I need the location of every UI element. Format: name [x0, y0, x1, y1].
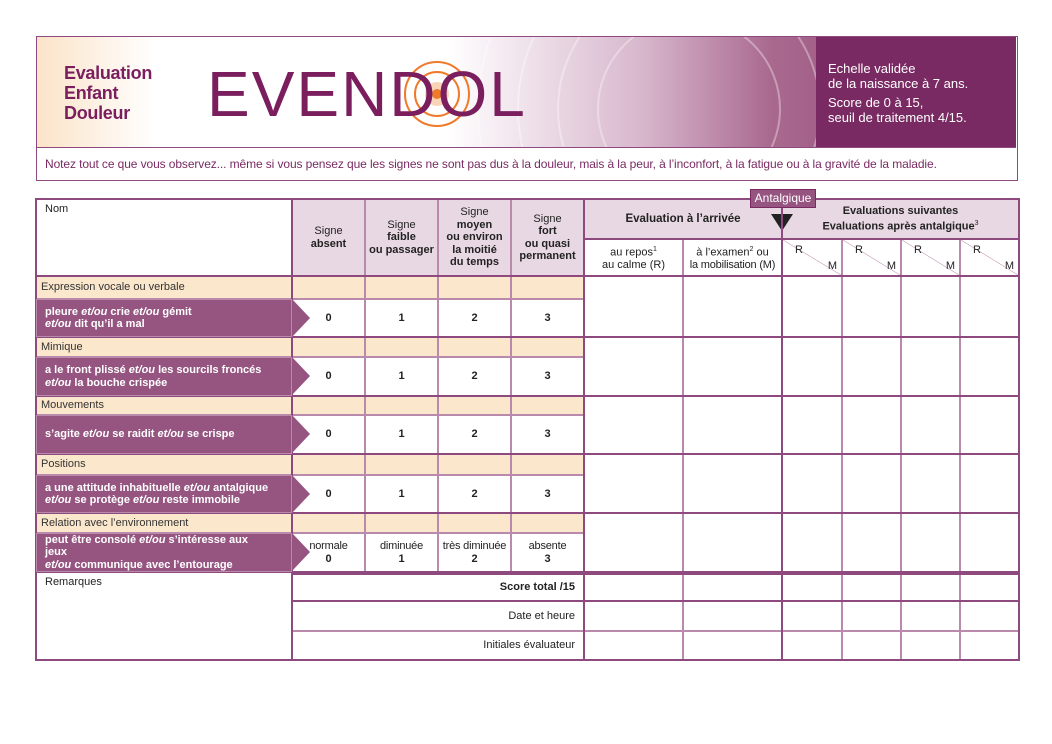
score-value: 3	[544, 311, 551, 324]
rm-subheader	[960, 239, 1019, 276]
score-option[interactable]	[511, 475, 584, 513]
subheader-text: la mobilisation (M)	[689, 258, 776, 271]
item-text-italic: et/ou	[183, 481, 211, 494]
divider	[1018, 198, 1020, 661]
text-line	[471, 312, 477, 325]
rm-subheader	[901, 239, 960, 276]
following-header	[782, 199, 1019, 239]
divider	[583, 198, 585, 661]
evaluation-cell[interactable]	[960, 276, 1019, 337]
score-total-cell[interactable]	[683, 574, 782, 601]
text-line	[398, 553, 404, 566]
date-cell[interactable]	[584, 601, 683, 631]
text-line	[398, 312, 404, 325]
item-text: reste immobile	[159, 494, 241, 506]
score-option[interactable]	[511, 299, 584, 337]
text-line	[822, 218, 978, 233]
category-text: Expression vocale ou verbale	[41, 281, 185, 294]
score-total-cell[interactable]	[842, 574, 901, 601]
text-line	[544, 312, 550, 325]
score-option[interactable]	[438, 357, 511, 396]
text-line	[325, 312, 331, 325]
text-line	[369, 244, 434, 257]
text-line	[843, 205, 959, 218]
score-value: 1	[398, 552, 405, 565]
score-value: 0	[325, 487, 332, 500]
initials-cell[interactable]	[901, 631, 960, 660]
text-line	[45, 318, 145, 331]
evaluation-cell[interactable]	[584, 513, 683, 572]
category-spacer	[292, 513, 365, 533]
divider	[584, 238, 1019, 240]
evaluation-cell[interactable]	[901, 396, 960, 454]
category-label	[36, 337, 292, 357]
item-text-italic: et/ou	[157, 428, 184, 441]
score-option[interactable]	[438, 475, 511, 513]
category-spacer	[511, 454, 584, 475]
text-line	[309, 540, 347, 553]
initials-label	[292, 631, 584, 660]
item-text: a une attitude inhabituelle	[45, 481, 184, 494]
divider	[36, 659, 1019, 661]
r-label: R	[855, 244, 863, 256]
evaluation-cell[interactable]	[782, 396, 842, 454]
score-option[interactable]	[511, 415, 584, 454]
category-label	[36, 276, 292, 299]
text-line	[544, 488, 550, 501]
following-header-line: Evaluations après antalgique	[822, 220, 975, 233]
item-label	[36, 415, 292, 454]
text-line	[602, 259, 665, 272]
score-total-cell[interactable]	[960, 574, 1019, 601]
item-text: communique avec l’entourage	[71, 558, 233, 571]
initials-cell[interactable]	[584, 631, 683, 660]
category-spacer	[438, 337, 511, 357]
date-cell[interactable]	[842, 601, 901, 631]
category-spacer	[511, 276, 584, 299]
score-total-cell[interactable]	[584, 574, 683, 601]
score-header-top: Signe	[460, 206, 489, 219]
text-line	[696, 244, 768, 259]
evaluation-cell[interactable]	[584, 396, 683, 454]
subheader-text: au calme (R)	[602, 258, 665, 271]
evaluation-cell[interactable]	[842, 513, 901, 572]
score-total-label	[292, 574, 584, 601]
evaluation-cell[interactable]	[683, 396, 782, 454]
item-text: dit qu’il a mal	[71, 318, 145, 330]
item-text-italic: et/ou	[128, 364, 156, 376]
score-header-top: Signe	[533, 212, 562, 225]
text-line	[446, 231, 502, 244]
item-text: a le front plissé	[45, 364, 129, 376]
score-option-label: très diminuée	[442, 540, 507, 552]
date-cell[interactable]	[901, 601, 960, 631]
category-spacer	[438, 396, 511, 415]
following-header-line: Evaluations suivantes	[842, 205, 959, 218]
evaluation-cell[interactable]	[842, 454, 901, 513]
category-spacer	[438, 513, 511, 533]
evaluation-cell[interactable]	[683, 276, 782, 337]
score-header-bold: moyen	[456, 218, 493, 231]
score-value: 3	[544, 552, 551, 565]
r-label: R	[914, 244, 922, 256]
score-value: 1	[398, 487, 405, 500]
evaluation-cell[interactable]	[960, 396, 1019, 454]
score-total-cell[interactable]	[782, 574, 842, 601]
evaluation-cell[interactable]	[960, 454, 1019, 513]
score-header	[438, 199, 511, 276]
category-spacer	[292, 454, 365, 475]
arrival-subheader	[683, 239, 782, 276]
score-value: 1	[398, 311, 405, 324]
antalgique-tag: Antalgique	[750, 189, 816, 208]
category-spacer	[438, 454, 511, 475]
category-spacer	[365, 396, 438, 415]
divider	[36, 275, 1019, 277]
subtitle-line: Douleur	[64, 103, 130, 123]
score-header-bold: absent	[310, 237, 347, 250]
item-text: peut être consolé	[45, 533, 140, 546]
score-header-top: Signe	[387, 218, 416, 231]
date-label-text: Date et heure	[508, 609, 575, 622]
item-text-italic: et/ou	[45, 558, 72, 571]
category-spacer	[292, 396, 365, 415]
superscript: 3	[974, 219, 979, 227]
score-header-bold: ou passager	[369, 243, 434, 256]
text-line	[538, 225, 556, 238]
category-text: Relation avec l’environnement	[41, 516, 189, 529]
chevron-right-icon	[292, 357, 310, 395]
evaluation-cell[interactable]	[901, 337, 960, 396]
category-spacer	[365, 337, 438, 357]
category-spacer	[365, 454, 438, 475]
m-label: M	[886, 259, 896, 272]
superscript: 2	[749, 245, 754, 253]
category-text: Mouvements	[41, 399, 104, 412]
score-value: 1	[398, 370, 405, 383]
date-cell[interactable]	[960, 601, 1019, 631]
item-label	[36, 299, 292, 337]
remarks-field[interactable]	[36, 572, 292, 660]
initials-cell[interactable]	[683, 631, 782, 660]
score-header	[511, 199, 584, 276]
m-label: M	[945, 259, 955, 272]
score-value: 2	[471, 552, 478, 565]
score-value: 0	[325, 311, 332, 324]
score-header	[365, 199, 438, 276]
text-line	[471, 370, 477, 383]
text-line	[325, 370, 331, 383]
subtitle-line: Evaluation	[64, 63, 153, 83]
score-value: 3	[544, 487, 551, 500]
chevron-right-icon	[292, 299, 310, 337]
score-option-label: normale	[309, 540, 348, 552]
score-header-bold: la moitié	[452, 243, 497, 256]
category-spacer	[365, 513, 438, 533]
score-value: 0	[325, 428, 332, 441]
category-text: Mimique	[41, 340, 83, 353]
text-line	[690, 259, 775, 272]
score-value: 1	[398, 428, 405, 441]
header-banner	[36, 36, 1018, 181]
initials-cell[interactable]	[782, 631, 842, 660]
text-line	[45, 559, 233, 572]
item-text-italic: et/ou	[45, 318, 72, 330]
info-line: Score de 0 à 15,	[828, 95, 924, 110]
score-total-cell[interactable]	[901, 574, 960, 601]
logo: EVENDOL	[207, 58, 527, 130]
evaluation-cell[interactable]	[901, 513, 960, 572]
score-header-bold: permanent	[519, 250, 576, 262]
initials-label-text: Initiales évaluateur	[483, 639, 575, 652]
score-value: 2	[471, 487, 478, 500]
text-line	[325, 553, 331, 566]
text-line	[450, 256, 499, 269]
divider	[292, 600, 1019, 602]
name-label: Nom	[45, 203, 69, 215]
item-text: crie	[107, 305, 134, 318]
evaluation-cell[interactable]	[842, 276, 901, 337]
text-line	[380, 540, 423, 553]
category-spacer	[511, 513, 584, 533]
notice-text: Notez tout ce que vous observez... même si vous pensez que les signes ne sont pas dus à la douleur, mais à la peur, à l’inconfort, à la fatigue ou à la gravité de la maladie.	[37, 147, 1016, 180]
text-line	[387, 219, 415, 232]
item-text-italic: et/ou	[139, 533, 166, 546]
text-line	[533, 213, 561, 226]
subtitle	[64, 63, 152, 123]
score-option-label: absente	[528, 540, 567, 552]
subtitle-line: Enfant	[64, 83, 119, 103]
evaluation-cell[interactable]	[842, 337, 901, 396]
initials-cell[interactable]	[960, 631, 1019, 660]
text-line	[398, 428, 404, 441]
score-option[interactable]	[365, 533, 438, 572]
evaluation-cell[interactable]	[901, 454, 960, 513]
evaluation-cell[interactable]	[782, 454, 842, 513]
item-text: pleure	[45, 305, 82, 318]
chevron-right-icon	[292, 475, 310, 513]
m-label: M	[827, 259, 837, 272]
item-text: antalgique	[210, 481, 269, 494]
score-header	[292, 199, 365, 276]
text-line	[325, 488, 331, 501]
subheader-text: au repos	[610, 246, 653, 259]
item-text: gémit	[159, 305, 192, 318]
superscript: 1	[652, 245, 657, 253]
remarks-label: Remarques	[45, 576, 102, 588]
evaluation-cell[interactable]	[584, 276, 683, 337]
text-line	[544, 428, 550, 441]
text-line	[45, 364, 261, 377]
m-label: M	[1004, 259, 1014, 272]
category-label	[36, 454, 292, 475]
score-option[interactable]	[365, 299, 438, 337]
r-label: R	[795, 244, 803, 256]
text-line	[45, 377, 167, 390]
item-text-italic: et/ou	[82, 428, 110, 441]
evaluation-cell[interactable]	[782, 513, 842, 572]
item-text: se crispe	[183, 428, 235, 441]
evaluation-cell[interactable]	[782, 337, 842, 396]
arrival-subheader	[584, 239, 683, 276]
item-text: se raidit	[109, 428, 158, 441]
evaluation-cell[interactable]	[683, 454, 782, 513]
date-cell[interactable]	[782, 601, 842, 631]
score-option[interactable]	[438, 299, 511, 337]
evaluation-cell[interactable]	[960, 337, 1019, 396]
text-line	[519, 250, 575, 263]
rm-subheader	[782, 239, 842, 276]
text-line	[45, 482, 268, 495]
score-header-bold: du temps	[450, 256, 499, 269]
item-label	[36, 533, 292, 572]
score-value: 3	[544, 428, 551, 441]
category-spacer	[438, 276, 511, 299]
item-label	[36, 475, 292, 513]
chevron-right-icon	[292, 533, 310, 571]
info-line: Echelle validée	[828, 61, 916, 76]
item-text: la bouche crispée	[71, 376, 168, 389]
score-header-bold: faible	[387, 231, 416, 244]
subheader-text: à l’examen	[696, 246, 750, 259]
text-line	[45, 306, 192, 319]
text-line	[471, 428, 477, 441]
evaluation-cell[interactable]	[901, 276, 960, 337]
item-text-italic: et/ou	[45, 494, 72, 506]
text-line	[387, 231, 416, 244]
score-option[interactable]	[511, 533, 584, 572]
item-text-italic: et/ou	[81, 305, 108, 318]
date-cell[interactable]	[683, 601, 782, 631]
score-option[interactable]	[365, 475, 438, 513]
category-label	[36, 396, 292, 415]
score-value: 0	[325, 370, 332, 383]
text-line	[325, 428, 331, 441]
rm-subheader	[842, 239, 901, 276]
category-spacer	[511, 337, 584, 357]
date-label	[292, 601, 584, 631]
score-value: 2	[471, 370, 478, 383]
text-line	[525, 238, 570, 251]
text-line	[314, 225, 342, 238]
text-line	[45, 494, 240, 507]
item-text: se protège	[71, 494, 134, 506]
arrival-header-label: Evaluation à l’arrivée	[625, 212, 741, 225]
divider	[36, 198, 1019, 200]
info-line: de la naissance à 7 ans.	[828, 75, 969, 91]
evaluation-cell[interactable]	[584, 337, 683, 396]
score-header-bold: fort	[538, 225, 557, 237]
category-label	[36, 513, 292, 533]
text-line	[471, 553, 477, 566]
text-line	[544, 553, 550, 566]
score-option[interactable]	[365, 357, 438, 396]
r-label: R	[973, 244, 981, 256]
divider	[781, 198, 783, 661]
score-header-top: Signe	[314, 225, 343, 237]
text-line	[45, 534, 273, 559]
score-option[interactable]	[438, 533, 511, 572]
divider	[292, 573, 1019, 575]
scale-info	[816, 37, 1016, 147]
item-text-italic: et/ou	[133, 494, 160, 506]
text-line	[544, 370, 550, 383]
text-line	[471, 488, 477, 501]
evaluation-cell[interactable]	[584, 454, 683, 513]
text-line	[311, 238, 346, 251]
initials-cell[interactable]	[842, 631, 901, 660]
score-option-label: diminuée	[379, 540, 424, 552]
text-line	[610, 244, 657, 259]
category-spacer	[292, 337, 365, 357]
text-line	[443, 540, 506, 553]
evaluation-cell[interactable]	[683, 337, 782, 396]
score-value: 3	[544, 370, 551, 383]
score-option[interactable]	[438, 415, 511, 454]
text-line	[45, 428, 235, 441]
evaluation-cell[interactable]	[960, 513, 1019, 572]
text-line	[529, 540, 567, 553]
item-text: s’intéresse aux jeux	[45, 533, 248, 559]
evaluation-cell[interactable]	[683, 513, 782, 572]
score-value: 0	[325, 552, 332, 565]
text-line	[452, 244, 497, 257]
item-text: s’agite	[45, 428, 83, 441]
item-text-italic: et/ou	[133, 305, 160, 318]
text-line	[460, 206, 488, 219]
category-text: Positions	[41, 458, 86, 471]
score-header-bold: ou environ	[446, 231, 503, 244]
score-total-label-text: Score total /15	[499, 581, 575, 594]
score-header-bold: ou quasi	[524, 237, 571, 250]
item-text: les sourcils froncés	[155, 364, 262, 376]
text-line	[398, 488, 404, 501]
chevron-right-icon	[292, 415, 310, 453]
category-spacer	[511, 396, 584, 415]
subheader-text: ou	[753, 246, 769, 259]
category-spacer	[292, 276, 365, 299]
item-text-italic: et/ou	[45, 376, 72, 389]
score-value: 2	[471, 311, 478, 324]
name-field[interactable]	[36, 199, 292, 276]
text-line	[457, 219, 492, 232]
text-line	[398, 370, 404, 383]
info-line: seuil de traitement 4/15.	[828, 109, 967, 125]
evaluation-cell[interactable]	[782, 276, 842, 337]
score-value: 2	[471, 428, 478, 441]
item-label	[36, 357, 292, 396]
score-option[interactable]	[511, 357, 584, 396]
category-spacer	[365, 276, 438, 299]
evaluation-cell[interactable]	[842, 396, 901, 454]
score-option[interactable]	[365, 415, 438, 454]
